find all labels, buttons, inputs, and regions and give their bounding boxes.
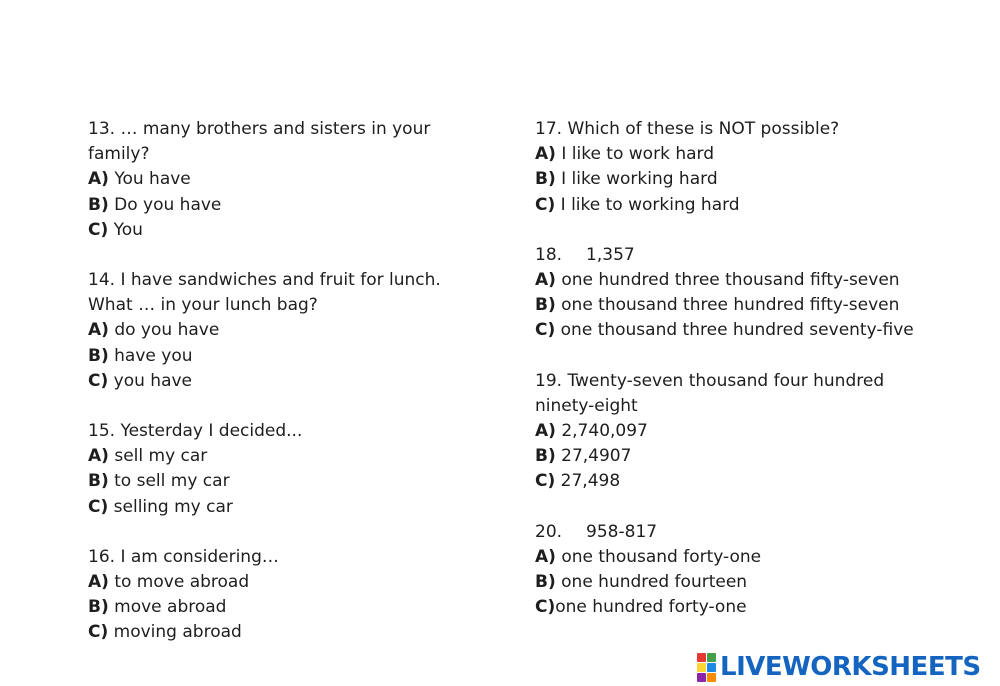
question-text: 13. … many brothers and sisters in your [88,119,431,139]
question-block [535,369,955,495]
question-number: 20. [535,521,563,542]
option-letter: A) [535,546,556,567]
answer-option[interactable] [88,369,488,394]
answer-option[interactable] [535,444,955,469]
logo-square [707,663,716,672]
option-text: 27,4907 [555,446,632,467]
question-block [535,243,955,344]
answer-option[interactable] [88,318,488,343]
answer-option[interactable] [535,293,955,318]
answer-option[interactable] [535,595,955,620]
option-text: one hundred three thousand fifty-seven [555,270,900,291]
question-text: 14. I have sandwiches and fruit for lunch. [88,270,441,291]
option-letter: B) [88,345,109,366]
question-value: 958-817 [586,521,658,542]
question-block [535,520,955,621]
answer-option[interactable] [535,545,955,570]
answer-option[interactable] [535,318,955,343]
question-block [88,545,488,646]
option-letter: A) [88,572,109,593]
option-text: one thousand three hundred seventy-five [555,320,914,341]
option-text: have you [108,345,193,366]
answer-option[interactable] [88,218,488,243]
logo-square [697,653,706,662]
option-letter: A) [535,421,556,442]
logo-square [697,663,706,672]
option-text: to sell my car [108,471,230,492]
answer-option[interactable] [535,142,955,167]
option-letter: A) [535,144,556,165]
answer-option[interactable] [88,570,488,595]
option-letter: B) [535,169,556,190]
option-text: moving abroad [108,622,242,643]
logo-text: LIVEWORKSHEETS [720,652,981,682]
option-letter: A) [535,270,556,291]
option-text: Do you have [108,194,222,215]
answer-option[interactable] [88,344,488,369]
question-block [88,268,488,394]
answer-option[interactable] [88,495,488,520]
question-value: 1,357 [586,244,635,265]
logo-square [697,673,706,682]
option-letter: C) [535,320,556,341]
answer-option[interactable] [88,595,488,620]
answer-option[interactable] [88,444,488,469]
option-letter: C) [88,219,109,240]
question-number: 18. [535,244,563,265]
answer-option[interactable] [88,167,488,192]
option-text: one hundred fourteen [555,572,748,593]
option-text: 2,740,097 [555,421,648,442]
right-column [535,117,955,645]
option-letter: B) [535,446,556,467]
option-text: I like to work hard [555,144,714,165]
answer-option[interactable] [535,469,955,494]
question-text [535,243,955,268]
question-block [88,419,488,520]
option-text: You [108,219,143,240]
question-block [535,117,955,218]
question-text [535,520,955,545]
option-letter: A) [88,169,109,190]
question-text: family? [88,144,150,165]
logo-mark-icon [697,653,716,682]
logo-square [707,673,716,682]
option-letter: A) [88,320,109,341]
question-text: 15. Yesterday I decided... [88,421,303,442]
option-letter: B) [88,471,109,492]
answer-option[interactable] [535,570,955,595]
option-text: I like to working hard [555,194,740,215]
answer-option[interactable] [535,419,955,444]
liveworksheets-logo [697,651,981,683]
answer-option[interactable] [535,268,955,293]
option-text: do you have [108,320,220,341]
question-text: 19. Twenty-seven thousand four hundred [535,370,885,391]
option-letter: C) [88,370,109,391]
option-text: sell my car [108,446,208,467]
option-letter: B) [535,295,556,316]
option-letter: B) [88,597,109,618]
option-letter: B) [535,572,556,593]
option-letter: C) [535,597,556,618]
option-text: move abroad [108,597,227,618]
option-text: You have [108,169,191,190]
option-text: one hundred forty-one [555,597,747,618]
question-text: 17. Which of these is NOT possible? [535,119,840,139]
answer-option[interactable] [535,167,955,192]
option-letter: B) [88,194,109,215]
question-text: What … in your lunch bag? [88,295,318,316]
left-column [88,117,488,671]
option-text: one thousand three hundred fifty-seven [555,295,900,316]
logo-square [707,653,716,662]
option-text: 27,498 [555,471,621,492]
option-text: selling my car [108,496,233,517]
answer-option[interactable] [88,193,488,218]
option-letter: C) [535,194,556,215]
question-block [88,117,488,243]
answer-option[interactable] [88,469,488,494]
answer-option[interactable] [88,620,488,645]
question-text: ninety-eight [535,395,638,416]
option-letter: A) [88,446,109,467]
option-letter: C) [88,622,109,643]
option-text: one thousand forty-one [555,546,762,567]
option-text: you have [108,370,193,391]
option-letter: C) [88,496,109,517]
question-text: 16. I am considering… [88,546,279,567]
option-letter: C) [535,471,556,492]
option-text: to move abroad [108,572,250,593]
option-text: I like working hard [555,169,718,190]
answer-option[interactable] [535,193,955,218]
